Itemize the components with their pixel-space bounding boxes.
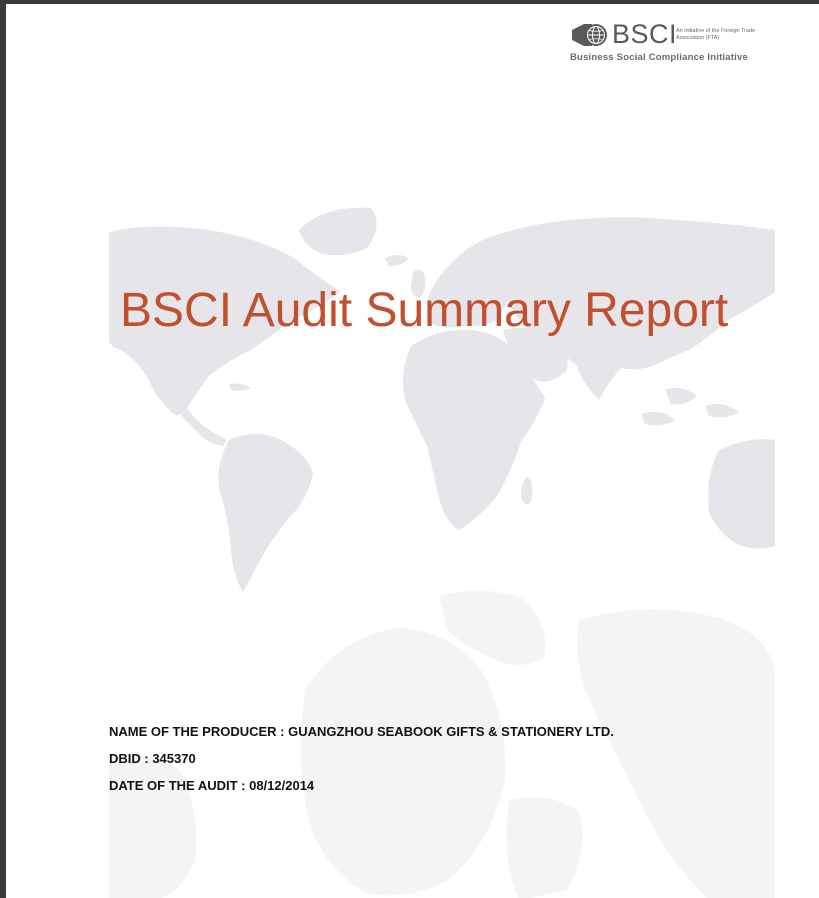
bsci-logo xyxy=(570,18,770,68)
map-land-primary xyxy=(109,208,775,592)
producer-name: NAME OF THE PRODUCER : GUANGZHOU SEABOOK GIFTS & STATIONERY LTD. xyxy=(109,724,614,739)
producer-dbid: DBID : 345370 xyxy=(109,751,196,766)
logo-tagline: Business Social Compliance Initiative xyxy=(570,52,748,63)
audit-date: DATE OF THE AUDIT : 08/12/2014 xyxy=(109,778,315,793)
logo-initiative-text: An initiative of the Foreign Trade Association (FTA) xyxy=(676,28,756,41)
producer-info xyxy=(109,718,614,799)
report-title: BSCI Audit Summary Report xyxy=(120,284,729,337)
logo-wordmark: BSCI xyxy=(612,19,678,49)
document-page xyxy=(6,4,819,898)
globe-icon xyxy=(570,20,610,50)
